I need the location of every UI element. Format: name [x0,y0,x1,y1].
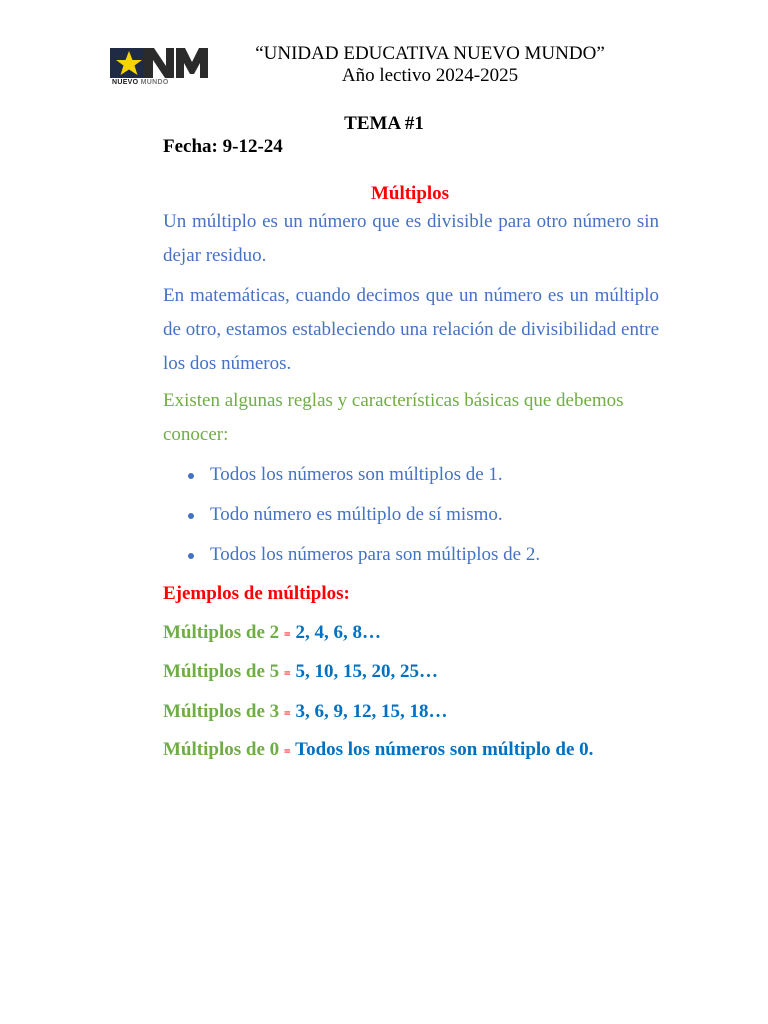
logo-text: NUEVO MUNDO [112,79,169,86]
school-name: “UNIDAD EDUCATIVA NUEVO MUNDO” [255,43,605,64]
section-title: Múltiplos [370,183,450,204]
bullet-icon [188,553,194,559]
school-year: Año lectivo 2024-2025 [341,65,519,86]
example-label: Múltiplos de 0 [163,739,280,760]
list-item: Todo número es múltiplo de sí mismo. [163,498,663,532]
example-values: Todos los números son múltiplo de 0. [295,739,594,760]
list-item: Todos los números son múltiplos de 1. [163,458,663,492]
equals-sign: = [283,706,291,720]
equals-sign: = [283,744,291,758]
example-row [163,661,438,683]
example-values: 2, 4, 6, 8… [295,622,381,643]
bullet-icon [188,513,194,519]
document-header [230,43,630,87]
example-row [163,701,447,723]
logo-mark-icon [110,46,210,80]
bullet-icon [188,473,194,479]
example-label: Múltiplos de 5 [163,661,280,682]
school-logo [110,46,210,92]
example-row [163,622,381,644]
examples-title: Ejemplos de múltiplos: [163,583,350,604]
list-item: Todos los números para son múltiplos de 2. [163,538,663,572]
equals-sign: = [283,627,291,641]
example-values: 3, 6, 9, 12, 15, 18… [295,701,448,722]
equals-sign: = [283,666,291,680]
rules-intro-paragraph: Existen algunas reglas y características básicas que debemos conocer: [163,390,624,445]
example-row [163,739,593,761]
tema-heading: TEMA #1 [344,113,424,134]
math-paragraph: En matemáticas, cuando decimos que un número es un múltiplo de otro, estamos estableciendo una relación de divisibilidad entre los dos números. [163,285,659,374]
rules-list [163,458,663,578]
example-label: Múltiplos de 3 [163,701,280,722]
date-line: Fecha: 9-12-24 [163,136,283,157]
example-values: 5, 10, 15, 20, 25… [295,661,438,682]
definition-paragraph: Un múltiplo es un número que es divisible para otro número sin dejar residuo. [163,211,659,266]
example-label: Múltiplos de 2 [163,622,280,643]
